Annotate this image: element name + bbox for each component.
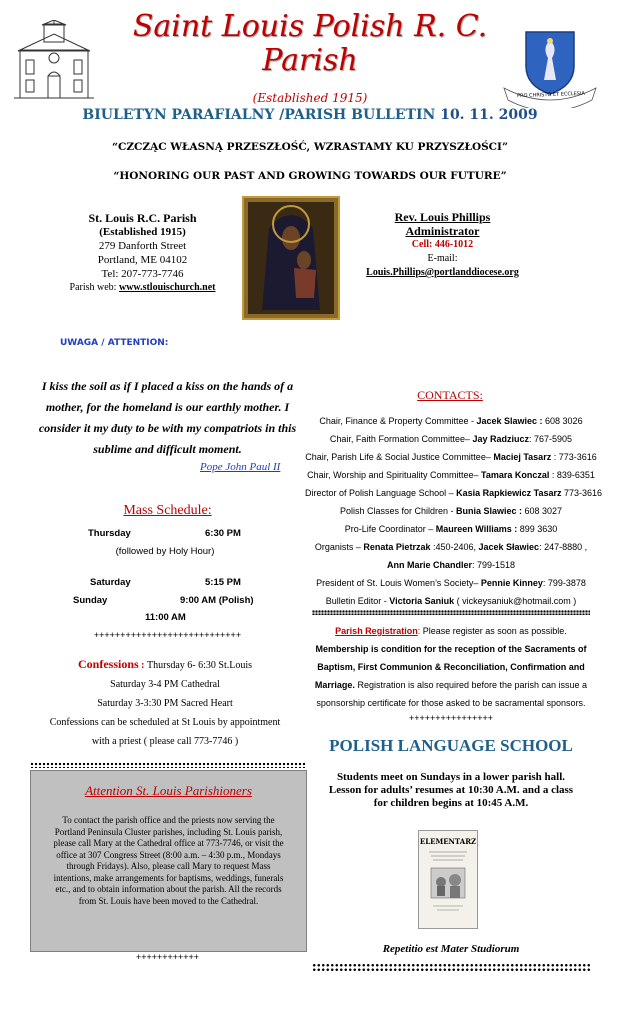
contact-name: Tamara Konczal — [481, 470, 550, 480]
parish-tel: Tel: 207-773-7746 — [101, 268, 184, 280]
contact-name: Jacek Slawiec : — [476, 416, 546, 426]
church-illustration — [14, 20, 94, 100]
contact-phone: : 799-1518 — [471, 560, 516, 570]
contact-row — [305, 466, 597, 484]
confessions-colon: : — [138, 660, 148, 671]
contact-phone: 608 3027 — [522, 506, 563, 516]
parish-web-link[interactable]: www.stlouischurch.net — [118, 282, 216, 293]
contact-role: Chair, Parish Life & Social Justice Committee– — [305, 452, 494, 462]
confessions-line2: Saturday 3-4 PM Cathedral — [110, 679, 220, 690]
contact-phone: : 839-6351 — [549, 470, 595, 480]
crest-banner-text: PRO CHRISTO ET ECCLESIA — [516, 90, 586, 100]
pope-quote-line2: mother, for the homeland is our earthly mother. I — [45, 400, 290, 414]
dotted-divider-left — [30, 762, 306, 768]
contact-phone: 773-3616 — [561, 488, 603, 498]
confessions-label: Confessions — [77, 657, 139, 671]
confessions-block — [30, 655, 300, 751]
contact-name: Maureen Williams : — [435, 524, 518, 534]
contact-phone: : 247-8880 , — [539, 542, 588, 552]
contact-phone: 899 3630 — [517, 524, 558, 534]
contact-role: Organists – — [314, 542, 364, 552]
school-info — [305, 771, 597, 810]
established-subtitle: (Established 1915) — [252, 91, 368, 105]
pastor-info — [350, 210, 535, 280]
book-title: ELEMENTARZ — [419, 837, 477, 846]
school-motto: Repetitio est Mater Studiorum — [382, 943, 520, 955]
mass-sunday-time1: 9:00 AM (Polish) — [180, 595, 254, 606]
pope-quote — [30, 376, 305, 460]
mass-saturday-day: Saturday — [90, 577, 131, 588]
contact-role: Pro-Life Coordinator – — [344, 524, 436, 534]
attention-box-line8: from St. Louis have been moved to the Cathedral. — [78, 895, 259, 906]
bulletin-heading — [60, 107, 560, 123]
contact-role: Director of Polish Language School – — [305, 488, 457, 498]
parish-established: (Established 1915) — [99, 226, 186, 238]
elementarz-book-image — [418, 830, 478, 929]
parish-name: St. Louis R.C. Parish — [88, 211, 197, 225]
contacts-list — [305, 412, 603, 610]
contact-name: Bunia Slawiec : — [455, 506, 523, 516]
mass-sunday-day: Sunday — [73, 595, 108, 606]
pope-quote-author: Pope John Paul II — [200, 461, 281, 473]
contact-phone: : 767-5905 — [529, 434, 573, 444]
registration-text1: Please register as soon as possible. — [422, 626, 567, 636]
attention-box-line7: etc., and to obtain information about the parish. All the records — [55, 884, 282, 894]
pope-quote-line3: consider it my duty to be with my compatriots in this — [38, 421, 297, 435]
contact-name: Ann Marie Chandler — [386, 560, 472, 570]
contact-role: Chair, Finance & Property Committee - — [319, 416, 477, 426]
parish-street: 279 Danforth Street — [98, 240, 187, 252]
contact-role: President of St. Louis Women’s Society– — [316, 578, 481, 588]
registration-label: Parish Registration — [335, 626, 418, 636]
contact-name: Jacek Sławiec — [478, 542, 540, 552]
contact-row — [305, 592, 597, 610]
contact-name: Victoria Saniuk — [389, 596, 455, 606]
bulletin-date: 10. 11. 2009 — [440, 107, 538, 123]
school-line1: Students meet on Sundays in a lower parish hall. — [336, 771, 566, 783]
pastor-role: Administrator — [405, 224, 480, 238]
contact-row — [305, 502, 597, 520]
parish-info — [40, 211, 245, 295]
parish-city: Portland, ME 04102 — [97, 254, 188, 266]
contact-row — [305, 430, 597, 448]
confessions-line5: with a priest ( please call 773-7746 ) — [91, 736, 239, 747]
pastor-cell: Cell: 446-1012 — [411, 239, 474, 250]
contact-name: Maciej Tasarz — [493, 452, 552, 462]
quote-english: “HONORING OUR PAST AND GROWING TOWARDS OUR FUTURE” — [113, 170, 507, 182]
contact-row — [305, 484, 603, 502]
contact-role: Polish Classes for Children - — [339, 506, 456, 516]
page-title-line1: Saint Louis Polish R. C. — [132, 9, 488, 44]
attention-box — [30, 770, 307, 952]
school-line2: Lesson for adults’ resumes at 10:30 A.M. and a class — [328, 784, 574, 796]
contact-name: Jay Radziucz — [472, 434, 530, 444]
registration-text2: Membership is condition for the reception of the Sacraments of Baptism, First Communion & Reconciliation, Confirmation and Marriage. — [314, 644, 587, 690]
mass-schedule-heading: Mass Schedule: — [123, 503, 212, 518]
confessions-line3: Saturday 3-3:30 PM Sacred Heart — [97, 698, 233, 709]
registration-block — [312, 622, 590, 712]
contact-phone: : 799-3878 — [542, 578, 586, 588]
confessions-line1: Thursday 6- 6:30 St.Louis — [147, 660, 253, 671]
pope-quote-line1: I kiss the soil as if I placed a kiss on the hands of a — [41, 379, 294, 393]
pastor-email-label: E-mail: — [427, 253, 458, 264]
contact-row — [305, 520, 597, 538]
mass-thursday-day: Thursday — [88, 528, 131, 539]
registration-text3: Registration is also required before the parish can issue a sponsorship certificate for those asked to be sacramental sponsors. — [316, 680, 588, 708]
confessions-line4: Confessions can be scheduled at St Louis by appointment — [49, 717, 281, 728]
registration-separator: ++++++++++++++++ — [408, 713, 494, 723]
attention-box-line6: intentions, make arrangements for baptisms, weddings, funerals — [53, 872, 284, 883]
contact-name: Pennie Kinney — [480, 578, 543, 588]
attention-box-line2: Portland Peninsula Cluster parishes, including St. Louis parish, — [54, 826, 283, 837]
diocese-crest — [500, 28, 600, 108]
attention-label: UWAGA / ATTENTION: — [60, 338, 169, 348]
dotted-divider-bottom — [312, 963, 590, 972]
school-heading: POLISH LANGUAGE SCHOOL — [329, 736, 573, 755]
mass-separator: ++++++++++++++++++++++++++++ — [93, 630, 242, 640]
mass-saturday-time: 5:15 PM — [205, 577, 241, 588]
parish-web-label: Parish web: — [69, 282, 119, 293]
attention-box-separator: ++++++++++++ — [135, 952, 200, 962]
dotted-divider-right — [312, 610, 590, 615]
contact-row — [305, 556, 597, 574]
attention-box-heading: Attention St. Louis Parishioners — [85, 783, 252, 798]
pope-quote-line4: sublime and difficult moment. — [93, 442, 242, 456]
contact-name: Renata Pietrzak — [363, 542, 431, 552]
madonna-icon-image — [242, 196, 340, 320]
registration-colon: : — [417, 626, 423, 636]
contact-email: ( vickeysaniuk@hotmail.com ) — [454, 596, 577, 606]
mass-thursday-note: (followed by Holy Hour) — [115, 546, 215, 557]
mass-thursday-time: 6:30 PM — [205, 528, 241, 539]
attention-box-line4: office at 307 Congress Street (8:00 a.m. – 4:30 p.m., Mondays — [56, 849, 281, 860]
contact-role: Bulletin Editor - — [325, 596, 390, 606]
attention-box-line3: please call Mary at the Cathedral office at 773-7746, or visit the — [53, 838, 284, 848]
pastor-name: Rev. Louis Phillips — [394, 210, 491, 224]
contact-phone: : 773-3616 — [551, 452, 597, 462]
contact-row — [305, 412, 597, 430]
contact-role: Chair, Worship and Spirituality Committee– — [307, 470, 481, 480]
contacts-heading: CONTACTS: — [417, 388, 483, 402]
attention-box-line1: To contact the parish office and the priests now serving the — [62, 815, 275, 825]
contact-row — [305, 448, 597, 466]
pastor-email-link[interactable]: Louis.Phillips@portlanddiocese.org — [366, 267, 519, 278]
contact-phone: 608 3026 — [545, 416, 583, 426]
contact-row — [305, 574, 597, 592]
contact-name: Kasia Rapkiewicz Tasarz — [456, 488, 562, 498]
contact-phone: :450-2406, — [430, 542, 479, 552]
attention-box-line5: through Fridays). Also, please call Mary to request Mass — [66, 861, 271, 871]
quote-polish: “CZCZĄC WŁASNĄ PRZESZŁOŚĆ, WZRASTAMY KU PRZYSZŁOŚCI” — [112, 141, 508, 153]
bulletin-label: BIULETYN PARAFIALNY /PARISH BULLETIN — [82, 107, 436, 123]
school-line3: for children begins at 10:45 A.M. — [373, 797, 529, 809]
mass-sunday-time2: 11:00 AM — [145, 612, 186, 623]
page-title-line2: Parish — [262, 43, 358, 78]
contact-role: Chair, Faith Formation Committee– — [329, 434, 473, 444]
contact-row — [305, 538, 597, 556]
